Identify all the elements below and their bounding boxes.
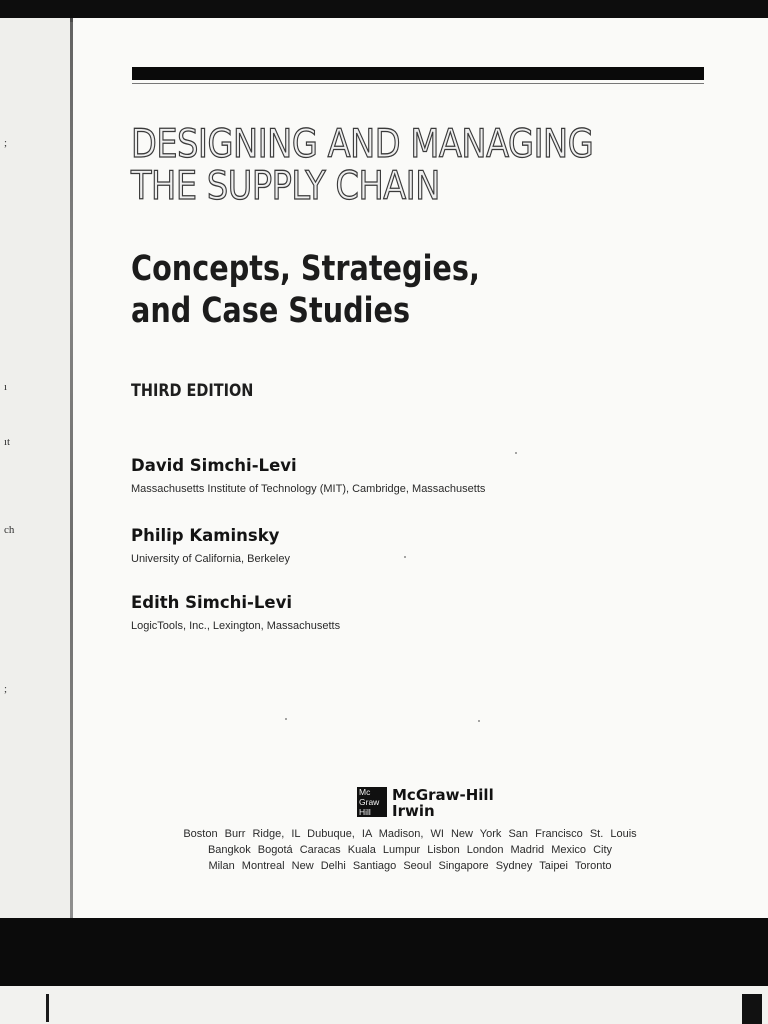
book-subtitle-line-2: and Case Studies (131, 291, 411, 331)
author-affiliation: LogicTools, Inc., Lexington, Massachusetts (131, 620, 341, 632)
cities-line-2: Bangkok Bogotá Caracas Kuala Lumpur Lisbon London Madrid Mexico City (207, 844, 613, 856)
scan-bottom-mark (46, 994, 49, 1022)
scan-speck (478, 720, 480, 722)
facing-page-margin (0, 18, 70, 918)
author-block-3 (131, 593, 340, 632)
header-rule-thin (132, 83, 704, 84)
book-title-line-1: DESIGNING AND MANAGING (131, 122, 594, 167)
logo-line: Mc (359, 787, 371, 797)
publisher-name-line-1: McGraw-Hill (392, 786, 494, 804)
scan-speck (515, 452, 517, 454)
cities-line-3: Milan Montreal New Delhi Santiago Seoul Singapore Sydney Taipei Toronto (208, 860, 612, 872)
author-name: David Simchi-Levi (131, 456, 297, 475)
margin-fragment: ıt (4, 436, 11, 448)
scan-speck (285, 718, 287, 720)
margin-fragment: ; (4, 137, 8, 149)
book-title-line-2: THE SUPPLY CHAIN (131, 164, 440, 209)
author-name: Edith Simchi-Levi (131, 593, 292, 612)
author-name: Philip Kaminsky (131, 526, 280, 545)
scan-bottom-margin (0, 986, 768, 1024)
logo-line: Graw (359, 797, 380, 807)
scan-bottom-band (0, 918, 768, 986)
book-subtitle (131, 248, 480, 332)
publisher-imprint (357, 787, 494, 819)
margin-fragment: ch (4, 524, 15, 536)
edition-label: THIRD EDITION (131, 381, 254, 401)
margin-fragment: ; (4, 683, 8, 695)
logo-line: Hill (359, 807, 371, 817)
book-title (131, 124, 593, 208)
author-block-2 (131, 526, 290, 565)
publisher-name-line-2: Irwin (392, 802, 435, 820)
cities-line-1: Boston Burr Ridge, IL Dubuque, IA Madison, WI New York San Francisco St. Louis (183, 828, 637, 840)
scan-speck (404, 556, 406, 558)
author-affiliation: University of California, Berkeley (131, 553, 290, 565)
scan-corner-mark (742, 994, 762, 1024)
scan-top-band (0, 0, 768, 18)
publisher-cities (140, 826, 680, 874)
author-affiliation: Massachusetts Institute of Technology (MIT), Cambridge, Massachusetts (131, 483, 486, 495)
mcgraw-hill-logo-icon (357, 787, 387, 817)
margin-fragment: ı (4, 381, 8, 393)
header-rule-thick (132, 67, 704, 80)
book-subtitle-line-1: Concepts, Strategies, (131, 249, 480, 289)
publisher-name (392, 787, 494, 819)
author-block-1 (131, 456, 485, 495)
